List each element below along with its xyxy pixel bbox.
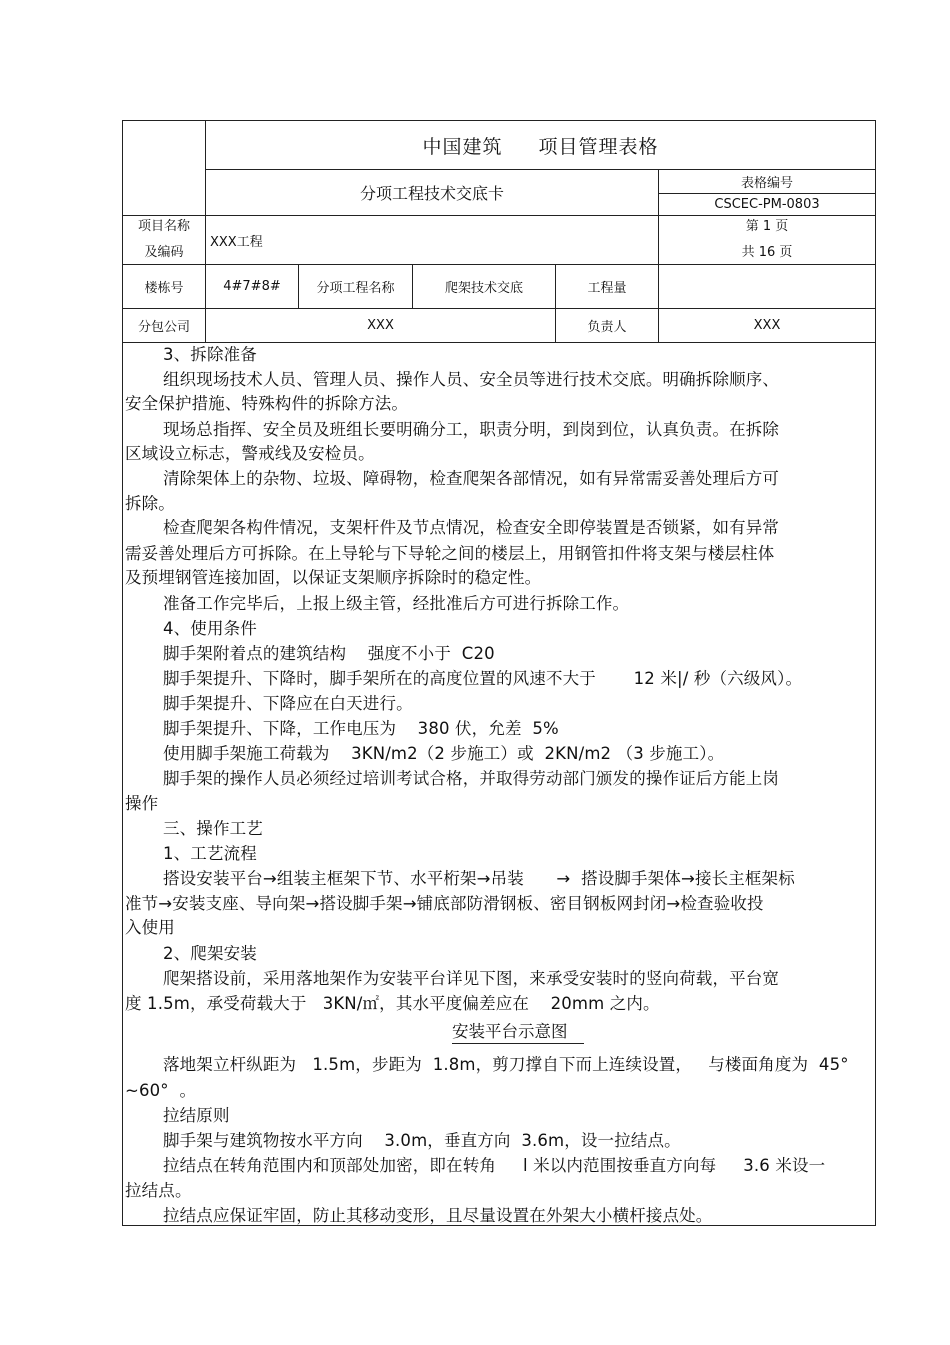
page-number: 第 1 页 — [745, 219, 789, 234]
quantity-label: 工程量 — [587, 281, 627, 296]
body-text-line: 区域设立标志，警戒线及安检员。 — [125, 444, 375, 463]
building-value: 4#7#8# — [223, 279, 281, 294]
body-text-line: ~60° 。 — [125, 1081, 197, 1100]
quantity-value — [659, 265, 875, 308]
subproject-label: 分项工程名称 — [316, 281, 395, 296]
form-title — [206, 121, 875, 169]
body-text-line: 脚手架的操作人员必须经过培训考试合格，并取得劳动部门颁发的操作证后方能上岗 — [163, 769, 780, 788]
project-label-line-2: 及编码 — [144, 245, 184, 260]
body-text-line: 检查爬架各构件情况，支架杆件及节点情况，检查安全即停装置是否锁紧，如有异常 — [163, 518, 780, 537]
page-total: 共 16 页 — [741, 245, 793, 260]
body-text-line: 现场总指挥、安全员及班组长要明确分工，职责分明，到岗到位，认真负责。在拆除 — [163, 420, 780, 439]
body-text-line: 度 1.5m，承受荷载大于 3KN/㎡，其水平度偏差应在 20mm 之内。 — [125, 994, 660, 1013]
section-heading: 拉结原则 — [163, 1106, 230, 1125]
figure-caption: 安装平台示意图 — [452, 1022, 568, 1041]
body-text-line: 清除架体上的杂物、垃圾、障碍物，检查爬架各部情况，如有异常需妥善处理后方可 — [163, 469, 780, 488]
subproject-value: 爬架技术交底 — [444, 281, 523, 296]
form-name: 项目管理表格 — [538, 135, 659, 158]
body-text-line: 脚手架提升、下降时，脚手架所在的高度位置的风速不大于 12 米|/ 秒（六级风）。 — [163, 669, 803, 688]
responsible-label: 负责人 — [587, 320, 627, 335]
card-title: 分项工程技术交底卡 — [359, 184, 504, 203]
section-heading: 4、使用条件 — [163, 619, 257, 638]
body-text-line: 脚手架提升、下降，工作电压为 380 伏，允差 5% — [163, 719, 559, 738]
form-number-label: 表格编号 — [740, 176, 793, 191]
body-text-line: 需妥善处理后方可拆除。在上导轮与下导轮之间的楼层上，用钢管扣件将支架与楼层柱体 — [125, 544, 775, 563]
company-name: 中国建筑 — [422, 135, 503, 158]
building-label: 楼栋号 — [144, 281, 184, 296]
project-label-line-1: 项目名称 — [137, 219, 190, 234]
form-number: CSCEC-PM-0803 — [714, 197, 820, 212]
subcontractor-label: 分包公司 — [137, 320, 190, 335]
body-text-line: 入使用 — [125, 918, 175, 937]
section-heading: 三、操作工艺 — [163, 819, 263, 838]
body-text-line: 爬架搭设前，采用落地架作为安装平台详见下图，来承受安装时的竖向荷载，平台宽 — [163, 969, 780, 988]
body-text-line: 拉结点应保证牢固，防止其移动变形，且尽量设置在外架大小横杆接点处。 — [163, 1206, 713, 1225]
body-text-line: 操作 — [125, 794, 159, 813]
body-text-line: 组织现场技术人员、管理人员、操作人员、安全员等进行技术交底。明确拆除顺序、 — [163, 370, 780, 389]
caption-underline — [452, 1043, 584, 1044]
subcontractor-value: XXX — [367, 318, 394, 333]
body-text-line: 搭设安装平台→组装主框架下节、水平桁架→吊装 → 搭设脚手架体→接长主框架标 — [163, 869, 795, 888]
body-text-line: 拆除。 — [125, 494, 175, 513]
body-text-line: 拉结点在转角范围内和顶部处加密，即在转角 l 米以内范围按垂直方向每 3.6 米设一 — [163, 1156, 826, 1175]
page-info — [659, 216, 875, 264]
body-text-line: 准节→安装支座、导向架→搭设脚手架→铺底部防滑钢板、密目钢板网封闭→检查验收投 — [125, 894, 764, 913]
body-text-line: 使用脚手架施工荷载为 3KN/m2（2 步施工）或 2KN/m2 （3 步施工）。 — [163, 744, 725, 763]
body-text-line: 安全保护措施、特殊构件的拆除方法。 — [125, 394, 409, 413]
body-text-line: 脚手架与建筑物按水平方向 3.0m，垂直方向 3.6m，设一拉结点。 — [163, 1131, 681, 1150]
body-text-line: 拉结点。 — [125, 1181, 192, 1200]
body-text-line: 脚手架附着点的建筑结构 强度不小于 C20 — [163, 644, 495, 663]
responsible-value: XXX — [753, 318, 781, 333]
body-text-line: 落地架立杆纵距为 1.5m，步距为 1.8m，剪刀撑自下而上连续设置， 与楼面角度为 45° — [163, 1055, 849, 1074]
section-heading: 3、拆除准备 — [163, 345, 257, 364]
project-label — [123, 216, 205, 264]
project-value: XXX工程 — [210, 234, 263, 250]
body-text-line: 及预埋钢管连接加固，以保证支架顺序拆除时的稳定性。 — [125, 568, 542, 587]
section-heading: 2、爬架安装 — [163, 944, 257, 963]
body-text-line: 脚手架提升、下降应在白天进行。 — [163, 694, 413, 713]
body-text-line: 准备工作完毕后，上报上级主管，经批准后方可进行拆除工作。 — [163, 594, 630, 613]
section-heading: 1、工艺流程 — [163, 844, 257, 863]
